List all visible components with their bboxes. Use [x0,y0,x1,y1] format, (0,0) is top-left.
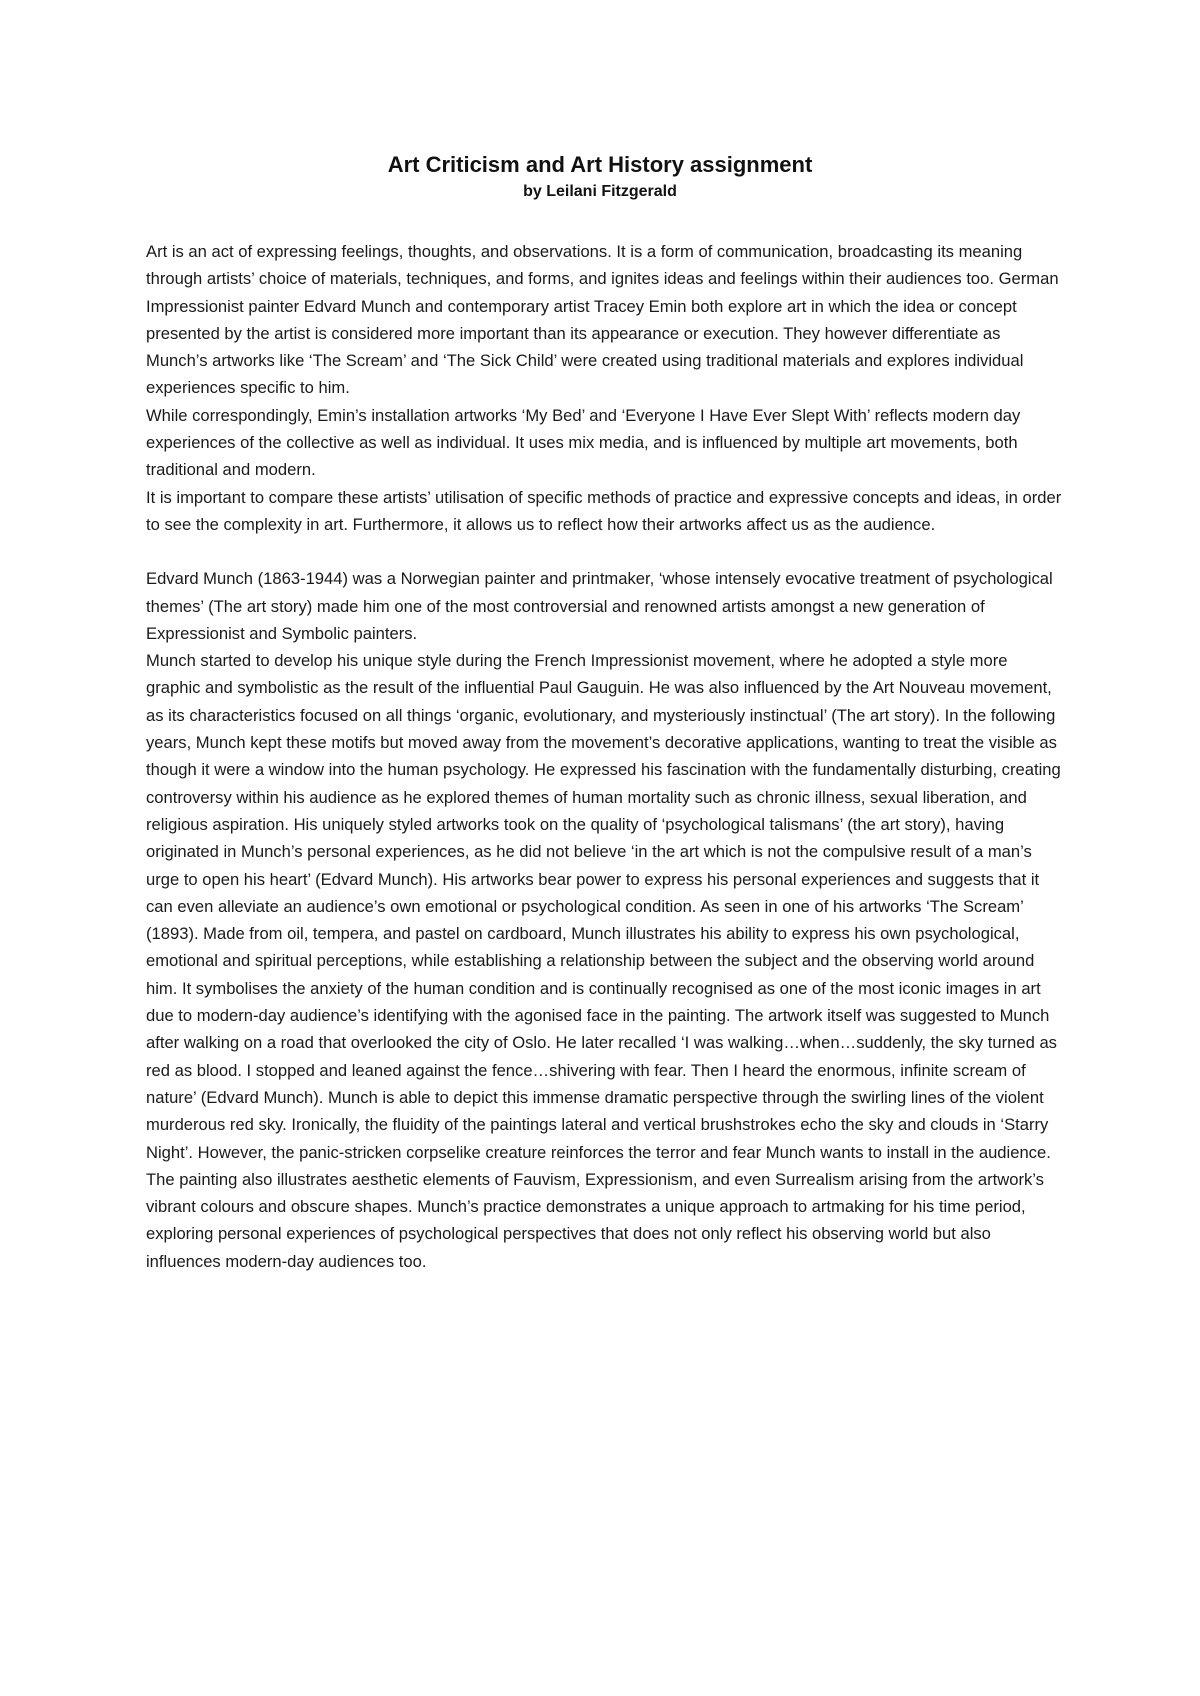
document-body [146,238,1066,1275]
document-header [0,150,1200,204]
document-author: by Leilani Fitzgerald [523,183,677,200]
comparison-paragraph: It is important to compare these artists’ utilisation of specific methods of practice and expressive concepts and ideas, in order to see the complexity in art. Furthermore, it allows us to reflect how their artworks affect us as the audience. [146,487,1062,534]
munch-style-paragraph: Munch started to develop his unique style during the French Impressionist movement, where he adopted a style more graphic and symbolistic as the result of the influential Paul Gauguin. He was also influenced by the Art Nouveau movement, as its characteristics focused on all things ‘organic, evolutionary, and mysteriously instinctual’ (The art story). In the following years, Munch kept these motifs but moved away from the movement’s decorative applications, wanting to treat the visible as though it were a window into the human psychology. He expressed his fascination with the fundamentally disturbing, creating controversy within his audience as he explored themes of human mortality such as chronic illness, sexual liberation, and religious aspiration. His uniquely styled artworks took on the quality of ‘psychological talismans’ (the art story), having originated in Munch’s personal experiences, as he did not believe ‘in the art which is not the compulsive result of a man’s urge to open his heart’ (Edvard Munch). His artworks bear power to express his personal experiences and suggests that it can even alleviate an audience’s own emotional or psychological condition. As seen in one of his artworks ‘The Scream’ (1893). Made from oil, tempera, and pastel on cardboard, Munch illustrates his ability to express his own psychological, emotional and spiritual perceptions, while establishing a relationship between the subject and the observing world around him. It symbolises the anxiety of the human condition and is continually recognised as one of the most iconic images in art due to modern-day audience’s identifying with the agonised face in the painting. The artwork itself was suggested to Munch after walking on a road that overlooked the city of Oslo. He later recalled ‘I was walking…when…suddenly, the sky turned as red as blood. I stopped and leaned against the fence…shivering with fear. Then I heard the enormous, infinite scream of nature’ (Edvard Munch). Munch is able to depict this immense dramatic perspective through the swirling lines of the violent murderous red sky. Ironically, the fluidity of the paintings lateral and vertical brushstrokes echo the sky and clouds in ‘Starry Night’. However, the panic-stricken corpselike creature reinforces the terror and fear Munch wants to install in the audience. [146,651,1061,1162]
munch-intro-paragraph: Edvard Munch (1863-1944) was a Norwegian painter and printmaker, ‘whose intensely evocative treatment of psychological themes’ (The art story) made him one of the most controversial and renowned artists amongst a new generation of Expressionist and Symbolic painters. [146,569,1053,643]
emin-paragraph: While correspondingly, Emin’s installation artworks ‘My Bed’ and ‘Everyone I Have Ever Slept With’ reflects modern day experiences of the collective as well as individual. It uses mix media, and is influenced by multiple art movements, both traditional and modern. [146,405,1021,480]
intro-paragraph: Art is an act of expressing feelings, thoughts, and observations. It is a form of communication, broadcasting its meaning through artists’ choice of materials, techniques, and forms, and ignites ideas and feelings within their audiences too. German Impressionist painter Edvard Munch and contemporary artist Tracey Emin both explore art in which the idea or concept presented by the artist is considered more important than its appearance or execution. They however differentiate as Munch’s artworks like ‘The Scream’ and ‘The Sick Child’ were created using traditional materials and explores individual experiences specific to him. [146,242,1059,398]
document-title: Art Criticism and Art History assignment [387,152,813,177]
munch-conclusion-paragraph: The painting also illustrates aesthetic elements of Fauvism, Expressionism, and even Surrealism arising from the artwork’s vibrant colours and obscure shapes. Munch’s practice demonstrates a unique approach to artmaking for his time period, exploring personal experiences of psychological perspectives that does not only reflect his observing world but also influences modern-day audiences too. [146,1169,1044,1271]
